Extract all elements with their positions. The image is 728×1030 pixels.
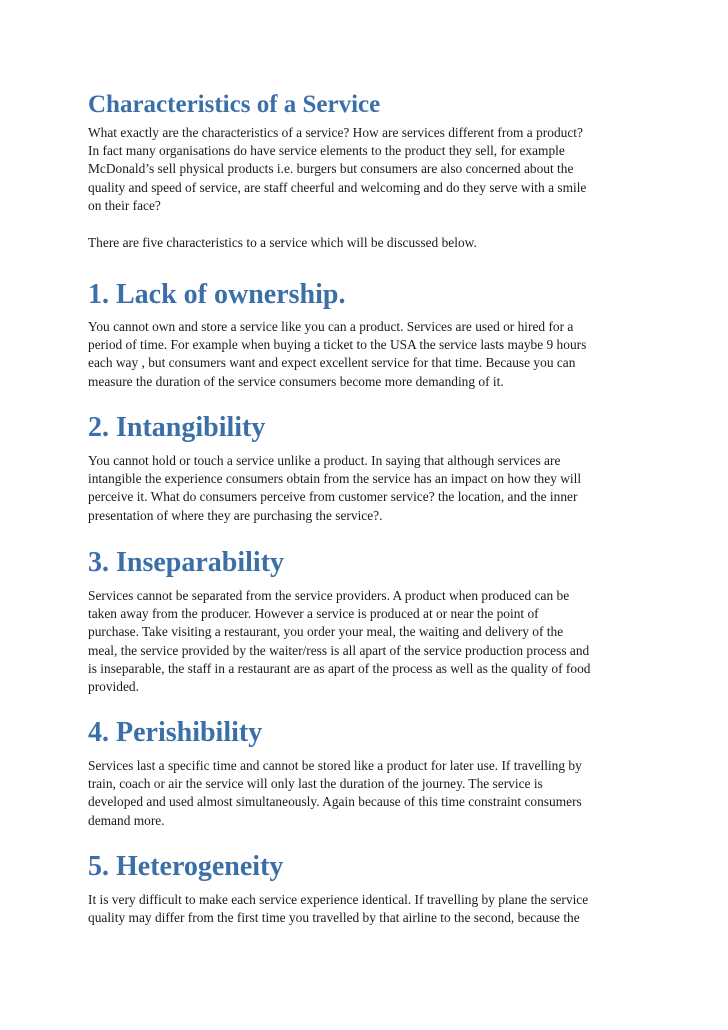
- intro-line: on their face?: [88, 197, 161, 213]
- intro-line: What exactly are the characteristics of a service? How are services different from a product?: [88, 125, 583, 140]
- section-heading-inseparability: 3. Inseparability: [88, 547, 285, 578]
- page-title: Characteristics of a Service: [88, 91, 381, 118]
- section-line: each way , but consumers want and expect excellent service for that time. Because you can: [88, 355, 576, 371]
- section-heading-intangibility: 2. Intangibility: [88, 412, 266, 443]
- intro-paragraph: [88, 124, 648, 215]
- section-line: purchase. Take visiting a restaurant, you order your meal, the waiting and delivery of the: [88, 624, 564, 640]
- section-line: period of time. For example when buying a ticket to the USA the service lasts maybe 9 hours: [88, 337, 587, 353]
- section-line: You cannot hold or touch a service unlike a product. In saying that although services are: [88, 453, 561, 468]
- intro-line: In fact many organisations do have service elements to the product they sell, for example: [88, 143, 565, 159]
- section-line: It is very difficult to make each service experience identical. If travelling by plane the service: [88, 892, 589, 907]
- section-line: You cannot own and store a service like you can a product. Services are used or hired for a: [88, 319, 574, 334]
- section-heading-perishibility: 4. Perishibility: [88, 717, 263, 748]
- section-paragraph-ownership: [88, 318, 648, 391]
- section-line: provided.: [88, 679, 139, 695]
- section-line: demand more.: [88, 812, 165, 828]
- section-line: is inseparable, the staff in a restaurant are as apart of the process as well as the quality of food: [88, 660, 591, 676]
- section-line: perceive it. What do consumers perceive from customer service? the location, and the inner: [88, 489, 578, 505]
- intro-line: quality and speed of service, are staff cheerful and welcoming and do they serve with a smile: [88, 179, 587, 195]
- section-line: meal, the service provided by the waiter/ress is all apart of the service production process and: [88, 642, 590, 658]
- section-line: intangible the experience consumers obtain from the service has an impact on how they will: [88, 471, 582, 487]
- section-paragraph-perishibility: [88, 757, 648, 830]
- intro-summary: [88, 234, 648, 252]
- section-heading-heterogeneity: 5. Heterogeneity: [88, 851, 284, 882]
- section-line: train, coach or air the service will only last the duration of the journey. The service is: [88, 776, 543, 792]
- intro-summary-line: There are five characteristics to a service which will be discussed below.: [88, 235, 477, 250]
- intro-line: McDonald’s sell physical products i.e. burgers but consumers are also concerned about the: [88, 161, 574, 177]
- section-line: presentation of where they are purchasing the service?.: [88, 507, 383, 523]
- section-line: Services last a specific time and cannot be stored like a product for later use. If travelling by: [88, 758, 582, 773]
- section-line: quality may differ from the first time you travelled by that airline to the second, because the: [88, 910, 580, 926]
- section-line: measure the duration of the service consumers become more demanding of it.: [88, 373, 504, 389]
- section-line: Services cannot be separated from the service providers. A product when produced can be: [88, 588, 570, 603]
- section-paragraph-heterogeneity: [88, 891, 648, 927]
- section-line: developed and used almost simultaneously. Again because of this time constraint consumers: [88, 794, 582, 810]
- section-paragraph-inseparability: [88, 587, 648, 696]
- section-heading-ownership: 1. Lack of ownership.: [88, 279, 346, 310]
- section-line: taken away from the producer. However a service is produced at or near the point of: [88, 606, 539, 622]
- section-paragraph-intangibility: [88, 452, 648, 525]
